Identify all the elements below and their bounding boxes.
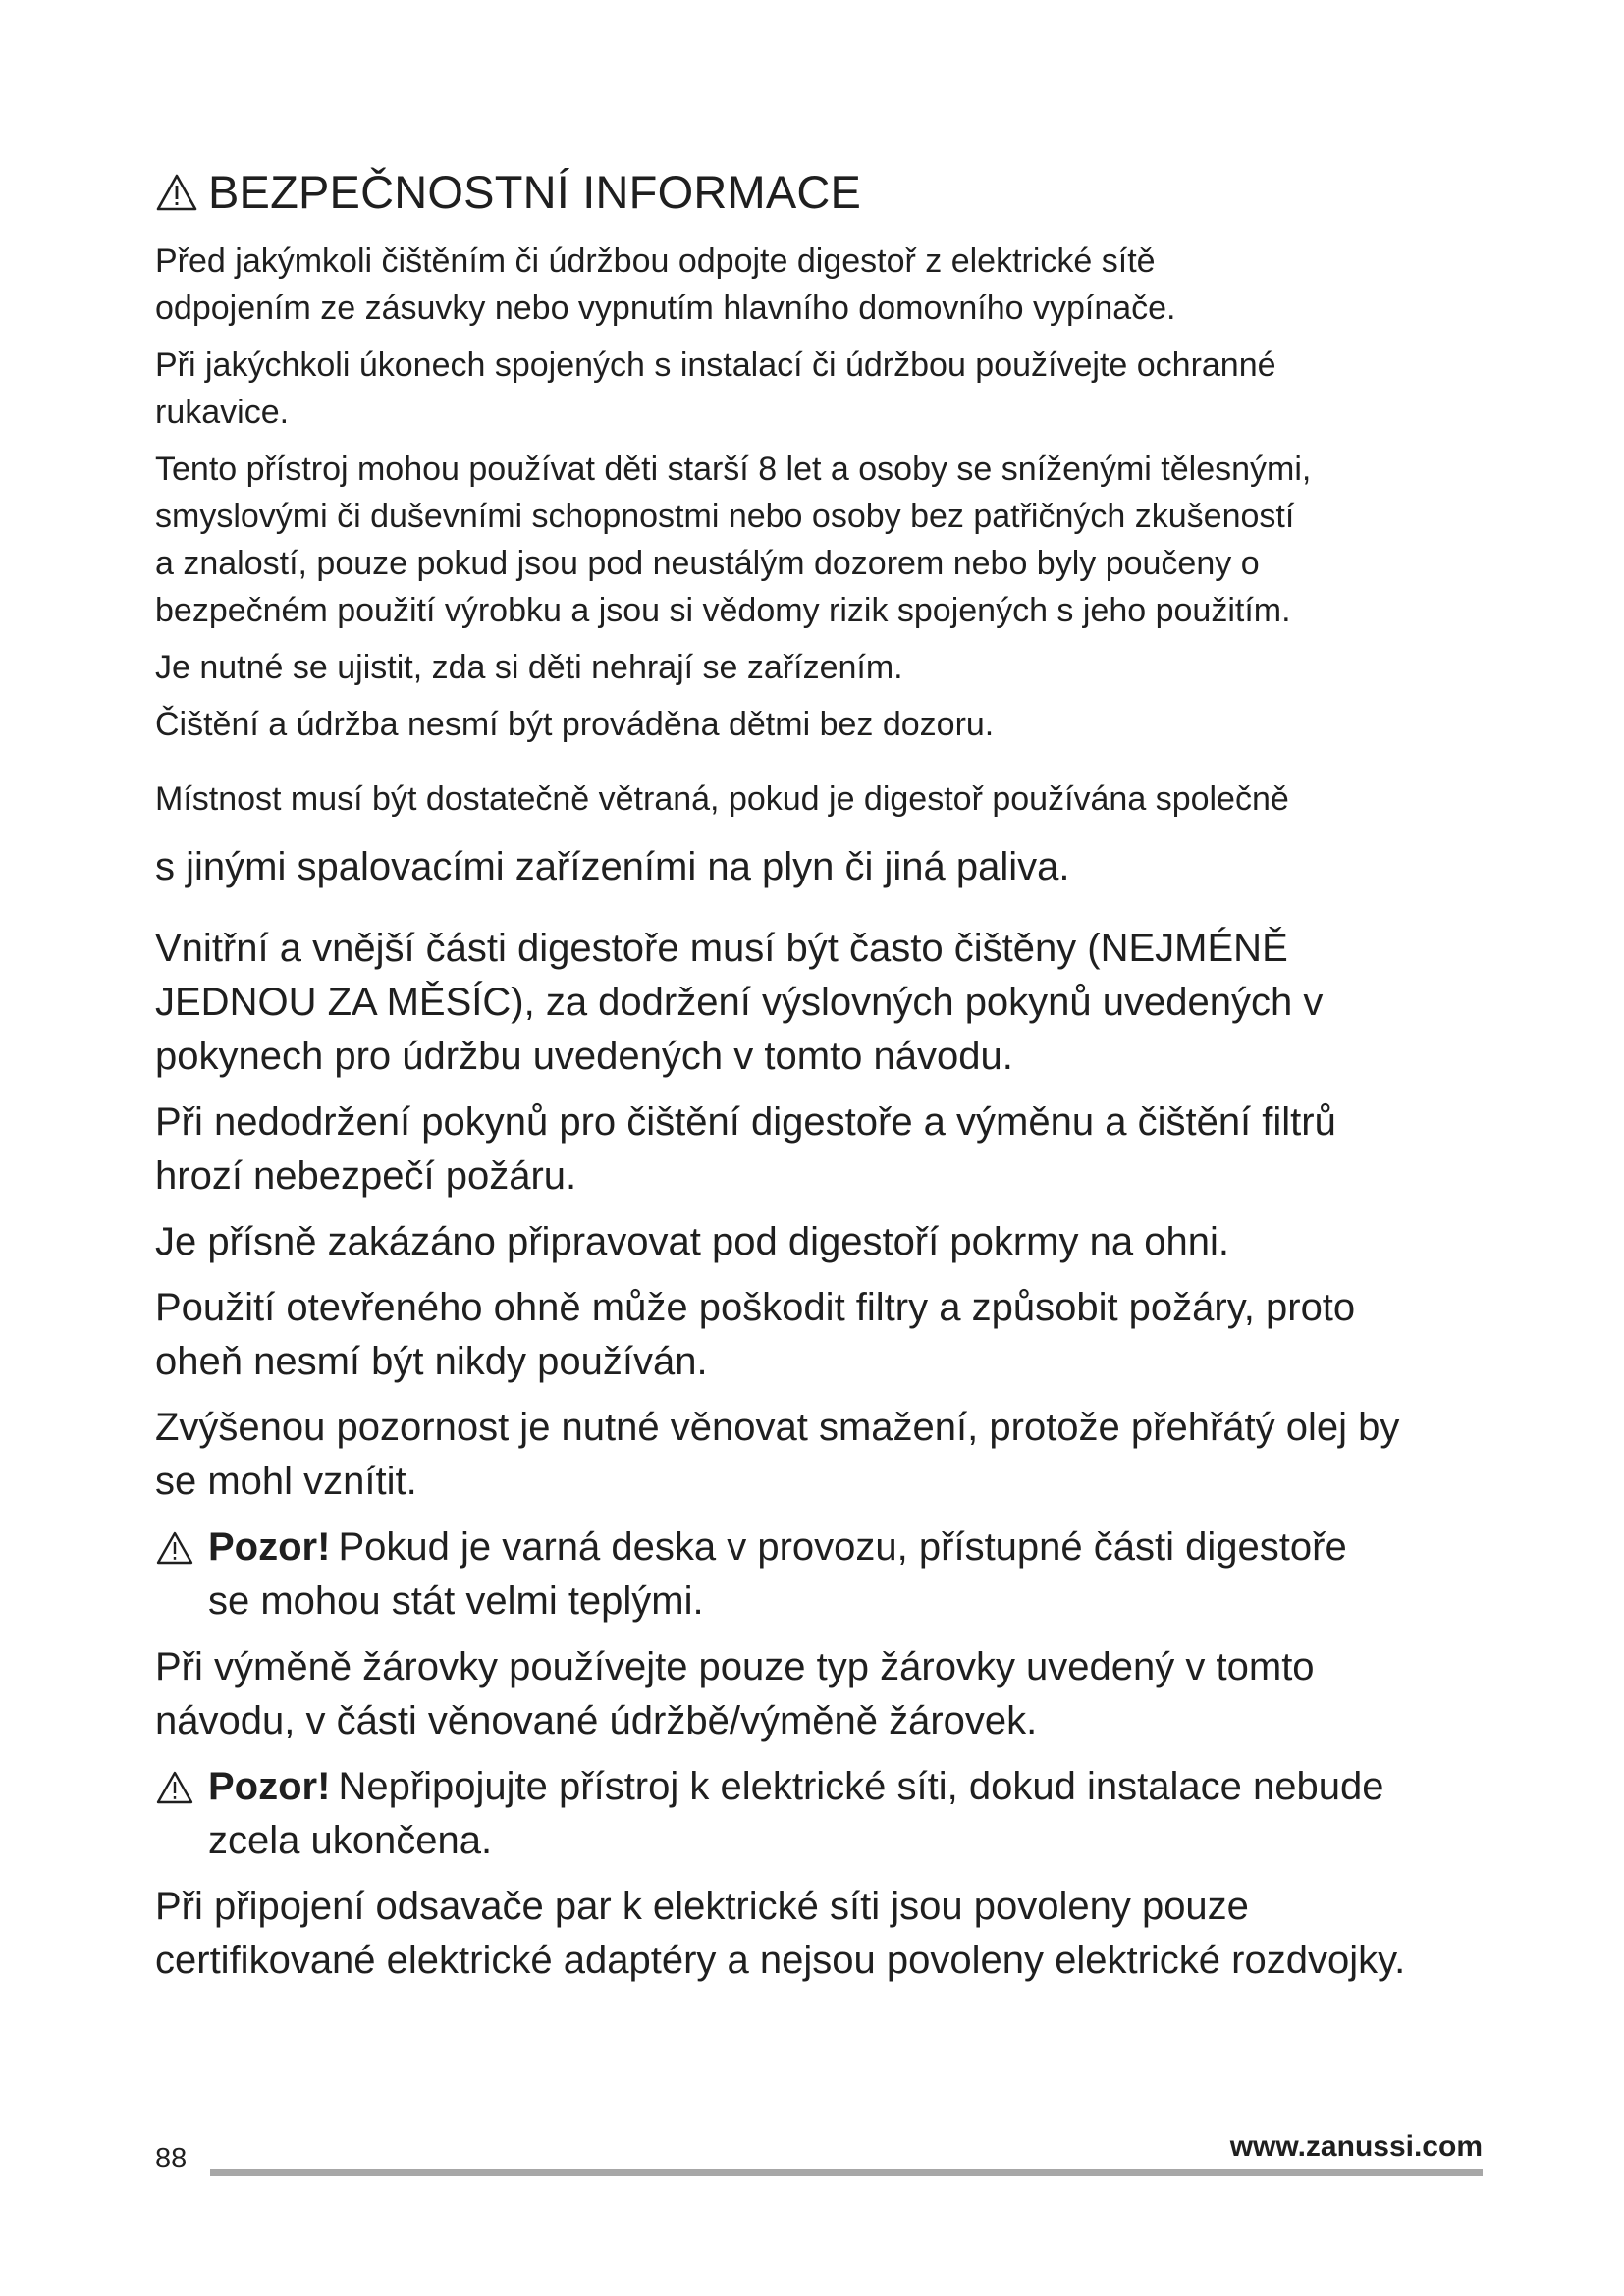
paragraph-fire-risk: Při nedodržení pokynů pro čištění digestoře a výměnu a čištění filtrů hrozí nebezpečí požáru. [155,1100,1336,1198]
document-page [155,165,1490,2000]
warning-label: Pozor! [208,1525,331,1569]
paragraph-frying: Zvýšenou pozornost je nutné věnovat smažení, protože přehřátý olej by se mohl vznítit. [155,1406,1400,1503]
warning-text: Nepřipojujte přístroj k elektrické síti, dokud instalace nebude zcela ukončena. [208,1765,1384,1862]
footer-url: www.zanussi.com [1229,2130,1483,2163]
footer-divider [210,2169,1483,2176]
paragraph-ventilation [155,758,1490,912]
paragraph-cleaning-frequency: Vnitřní a vnější části digestoře musí být často čištěny (NEJMÉNĚ JEDNOU ZA MĚSÍC), za dodržení výslovných pokynů uvedených v pokynech pro údržbu uvedených v tomto návodu. [155,927,1324,1078]
paragraph-adapters: Při připojení odsavače par k elektrické síti jsou povoleny pouze certifikované elektrické adaptéry a nejsou povoleny elektrické rozdvojky. [155,1885,1406,1982]
paragraph-cleaning-children: Čištění a údržba nesmí být prováděna dětmi bez dozoru. [155,706,995,743]
page-footer [155,2130,1483,2189]
paragraph-ventilation-line-1: Místnost musí být dostatečně větraná, pokud je digestoř používána společně [155,780,1289,818]
paragraph-children-play: Je nutné se ujistit, zda si děti nehrají se zařízením. [155,649,903,686]
warning-triangle-icon [155,1530,194,1566]
paragraph-disconnect: Před jakýmkoli čištěním či údržbou odpojte digestoř z elektrické sítě odpojením ze zásuvky nebo vypnutím hlavního domovního vypínače. [155,242,1176,327]
section-title: BEZPEČNOSTNÍ INFORMACE [208,166,862,218]
paragraph-ventilation-line-2: s jinými spalovacími zařízeními na plyn či jiná paliva. [155,845,1070,888]
warning-text: Pokud je varná deska v provozu, přístupné části digestoře se mohou stát velmi teplými. [208,1525,1347,1623]
page-number: 88 [155,2143,188,2174]
section-heading [155,165,1490,220]
paragraph-flambe-prohibited: Je přísně zakázáno připravovat pod digestoří pokrmy na ohni. [155,1220,1229,1263]
warning-hot-parts [155,1521,1490,1629]
paragraph-gloves: Při jakýchkoli úkonech spojených s instalací či údržbou používejte ochranné rukavice. [155,347,1276,431]
paragraph-bulb-replacement: Při výměně žárovky používejte pouze typ žárovky uvedený v tomto návodu, v části věnované údržbě/výměně žárovek. [155,1645,1315,1742]
paragraph-children-persons: Tento přístroj mohou používat děti starší 8 let a osoby se sníženými tělesnými, smyslovými či duševními schopnostmi nebo osoby bez patřičných zkušeností a znalostí, pouze pokud jsou pod neustálým dozorem nebo byly poučeny o bezpečném použití výrobku a jsou si vědomy rizik spojených s jeho použitím. [155,451,1312,629]
warning-installation [155,1760,1490,1868]
warning-triangle-icon [155,1770,194,1805]
warning-label: Pozor! [208,1765,331,1808]
warning-triangle-icon [155,173,198,212]
paragraph-open-flame: Použití otevřeného ohně může poškodit filtry a způsobit požáry, proto oheň nesmí být nikdy používán. [155,1286,1356,1383]
